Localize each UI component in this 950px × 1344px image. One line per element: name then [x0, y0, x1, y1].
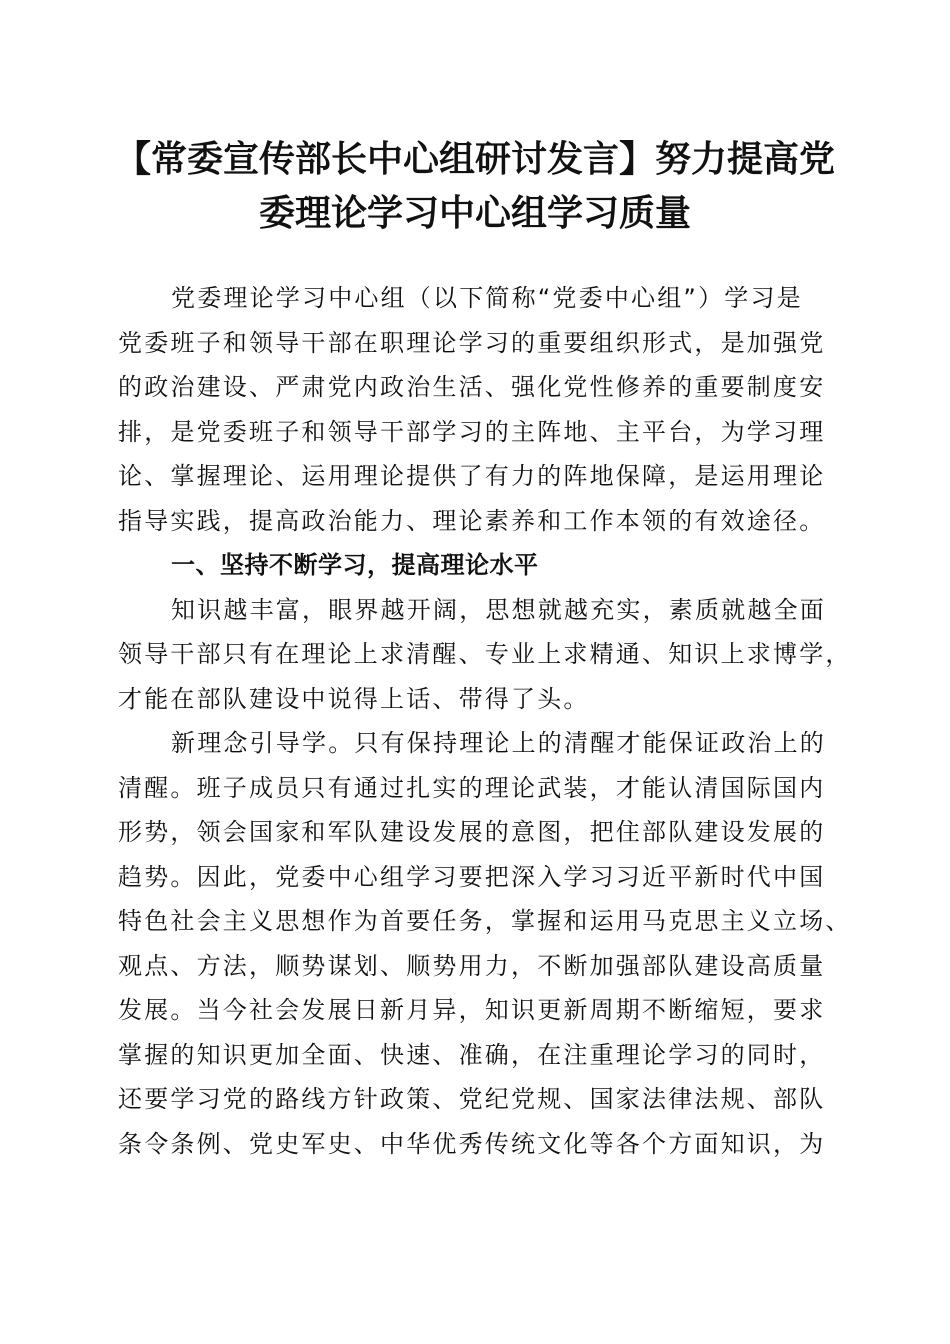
title-line: 委理论学习中心组学习质量: [258, 192, 691, 234]
section-heading-text: 一、坚持不断学习，提高理论水平: [171, 551, 539, 579]
title-line: 【常委宣传部长中心组研讨发言】努力提高党: [114, 138, 835, 180]
paragraph-knowledge: [118, 588, 858, 722]
section-heading: [118, 543, 858, 588]
document-title: [110, 132, 840, 240]
text-line: 掌握的知识更加全面、快速、准确，在注重理论学习的同时，: [118, 1040, 826, 1069]
text-line: 知识越丰富，眼界越开阔，思想就越充实，素质就越全面: [171, 595, 826, 624]
text-line: 清醒。班子成员只有通过扎实的理论武装，才能认清国际国内: [118, 773, 826, 802]
paragraph-new-concept: [118, 721, 858, 1166]
text-line: 趋势。因此，党委中心组学习要把深入学习习近平新时代中国: [118, 862, 826, 891]
text-line: 论、掌握理论、运用理论提供了有力的阵地保障，是运用理论: [118, 462, 826, 490]
text-line: 发展。当今社会发展日新月异，知识更新周期不断缩短，要求: [118, 996, 826, 1024]
intro-paragraph: [118, 276, 858, 543]
text-line: 观点、方法，顺势谋划、顺势用力，不断加强部队建设高质量: [118, 951, 826, 980]
text-line: 领导干部只有在理论上求清醒、专业上求精通、知识上求博学，: [118, 640, 852, 668]
text-line: 才能在部队建设中说得上话、带得了头。: [118, 684, 590, 713]
text-line: 新理念引导学。只有保持理论上的清醒才能保证政治上的: [171, 729, 826, 757]
text-line: 还要学习党的路线方针政策、党纪党规、国家法律法规、部队: [118, 1085, 826, 1113]
text-line: 指导实践，提高政治能力、理论素养和工作本领的有效途径。: [118, 506, 826, 535]
text-line: 形势，领会国家和军队建设发展的意图，把住部队建设发展的: [118, 818, 826, 846]
document-body: [118, 276, 858, 1166]
text-line: 党委理论学习中心组（以下简称“党委中心组”）学习是: [171, 284, 803, 312]
text-line: 党委班子和领导干部在职理论学习的重要组织形式，是加强党: [118, 328, 826, 357]
text-line: 的政治建设、严肃党内政治生活、强化党性修养的重要制度安: [118, 373, 826, 401]
text-line: 排，是党委班子和领导干部学习的主阵地、主平台，为学习理: [118, 417, 826, 446]
text-line: 特色社会主义思想作为首要任务，掌握和运用马克思主义立场、: [118, 907, 852, 935]
text-line: 条令条例、党史军史、中华优秀传统文化等各个方面知识，为: [118, 1129, 826, 1158]
